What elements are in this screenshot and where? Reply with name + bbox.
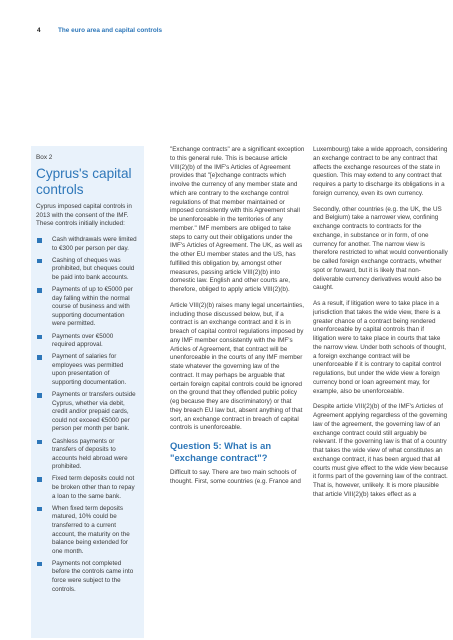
- page-header: [37, 27, 433, 39]
- list-item-text: Fixed term deposits could not be broken other than to repay a loan to the same bank.: [52, 475, 135, 500]
- list-item-text: Cashless payments or transfers of deposits to accounts held abroad were prohibited.: [52, 437, 128, 471]
- list-item-text: Payments of up to €5000 per day falling within the normal course of business and with supporting documentation were permitted.: [52, 286, 133, 328]
- list-item-text: Cashing of cheques was prohibited, but cheques could be paid into bank accounts.: [52, 256, 135, 281]
- list-item-text: Payments over €5000 required approval.: [52, 332, 114, 349]
- box-title: Cyprus's capital controls: [36, 166, 132, 197]
- list-item-text: Payments not completed before the controls came into force were subject to the controls.: [52, 559, 134, 593]
- question-heading: Question 5: What is an "exchange contract"?: [170, 440, 272, 463]
- controls-list: [36, 236, 138, 594]
- list-item: [36, 236, 138, 253]
- square-bullet-icon: [37, 507, 42, 512]
- list-item: [36, 505, 138, 557]
- square-bullet-icon: [37, 259, 42, 264]
- list-item: [36, 353, 138, 387]
- list-item-text: Cash withdrawals were limited to €300 per person per day.: [52, 236, 137, 252]
- list-item-text: When fixed term deposits matured, 10% could be transferred to a current account, the maturity on the balance being extended for one month.: [52, 504, 130, 555]
- square-bullet-icon: [37, 562, 42, 567]
- list-item-text: Payments or transfers outside Cyprus, whether via debit, credit and/or prepaid cards, could not exceed €5000 per person per month per bank.: [52, 391, 136, 433]
- square-bullet-icon: [37, 288, 42, 293]
- body-paragraph: Secondly, other countries (e.g. the UK, the US and Belgium) take a narrower view, confining exchange contracts to contracts for the exchange, in substance or in form, of one currency for another. The narrow view is therefore restricted to what would conventionally be called foreign exchange contracts, whether spot or forward, but it is likely that non-deliverable currency derivatives would also be caught.: [313, 205, 448, 292]
- body-paragraph: Difficult to say. There are two main schools of thought. First, some countries (e.g. France and: [170, 469, 301, 485]
- square-bullet-icon: [37, 335, 42, 340]
- list-item: [36, 475, 138, 501]
- list-item: [36, 560, 138, 594]
- square-bullet-icon: [37, 440, 42, 445]
- list-item: [36, 438, 138, 472]
- square-bullet-icon: [37, 355, 42, 360]
- list-item: [36, 257, 138, 283]
- body-paragraph: Article VIII(2)(b) raises many legal uncertainties, including those discussed below, but, if a contract is an exchange contract and it is in breach of capital control regulations imposed by any IMF member consistently with the IMF's Articles of Agreement, that contract will be unenforceable in the courts of any IMF member state whatever the governing law of the contract. It may perhaps be arguable that certain foreign capital controls could be ignored on the ground that they offended public policy (eg because they are discriminatory) or that they breach EU law but, absent anything of that sort, an exchange contract in breach of capital controls is unenforceable.: [170, 301, 305, 432]
- box-intro: Cyprus imposed capital controls in 2013 with the consent of the IMF. These controls initially included:: [36, 203, 132, 228]
- list-item: [36, 391, 138, 434]
- box-label: Box 2: [36, 154, 53, 161]
- body-paragraph: "Exchange contracts" are a significant exception to this general rule. This is because article VIII(2)(b) of the IMF's Articles of Agreement provides that "[e]xchange contracts which involve the currency of any member state and which are contrary to the exchange control regulations of that member maintained or imposed consistently with this Agreement shall be unenforceable in the territories of any member." IMF members are obliged to take steps to carry out their obligations under the IMF's Articles of Agreement. The UK, as well as the other EU member states and the US, has fulfilled this obligation by, amongst other measures, passing article VIII(2)(b) into domestic law. English and other courts are, therefore, obliged to apply article VIII(2)(b).: [170, 146, 305, 293]
- square-bullet-icon: [37, 238, 42, 243]
- body-paragraph: Luxembourg) take a wide approach, considering an exchange contract to be any contract that affects the exchange resources of the state in question. This may extend to any contract that requires a party to discharge its obligations in a foreign currency, even its own currency.: [313, 146, 448, 197]
- page-number: 4: [37, 27, 41, 34]
- list-item: [36, 286, 138, 329]
- square-bullet-icon: [37, 477, 42, 482]
- list-item-text: Payment of salaries for employees was permitted upon presentation of supporting documentation.: [52, 353, 127, 387]
- box-2-panel: [31, 146, 144, 638]
- body-column-middle: [170, 146, 305, 638]
- body-column-right: [313, 146, 448, 638]
- square-bullet-icon: [37, 393, 42, 398]
- list-item: [36, 333, 138, 350]
- running-title: The euro area and capital controls: [58, 27, 163, 34]
- body-paragraph: Despite article VIII(2)(b) of the IMF's Articles of Agreement applying regardless of the governing law of the agreement, the governing law of an exchange contract could still arguably be relevant. If the governing law is that of a country that takes the wide view of what constitutes an exchange contract, it has been argued that all courts must give effect to the wide view because it forms part of the governing law of the contract. That is, however, unlikely. It is more plausible that article VIII(2)(b) takes effect as a: [313, 403, 448, 498]
- body-paragraph: As a result, if litigation were to take place in a jurisdiction that takes the wide view, there is a greater chance of a contract being rendered unenforceable by capital controls than if litigation were to take place in courts that take the narrow view. Under both schools of thought, a foreign exchange contract will be unenforceable if it is contrary to capital control regulations, but under the wide view a foreign currency bond or loan agreement may, for example, also be unenforceable.: [313, 300, 447, 395]
